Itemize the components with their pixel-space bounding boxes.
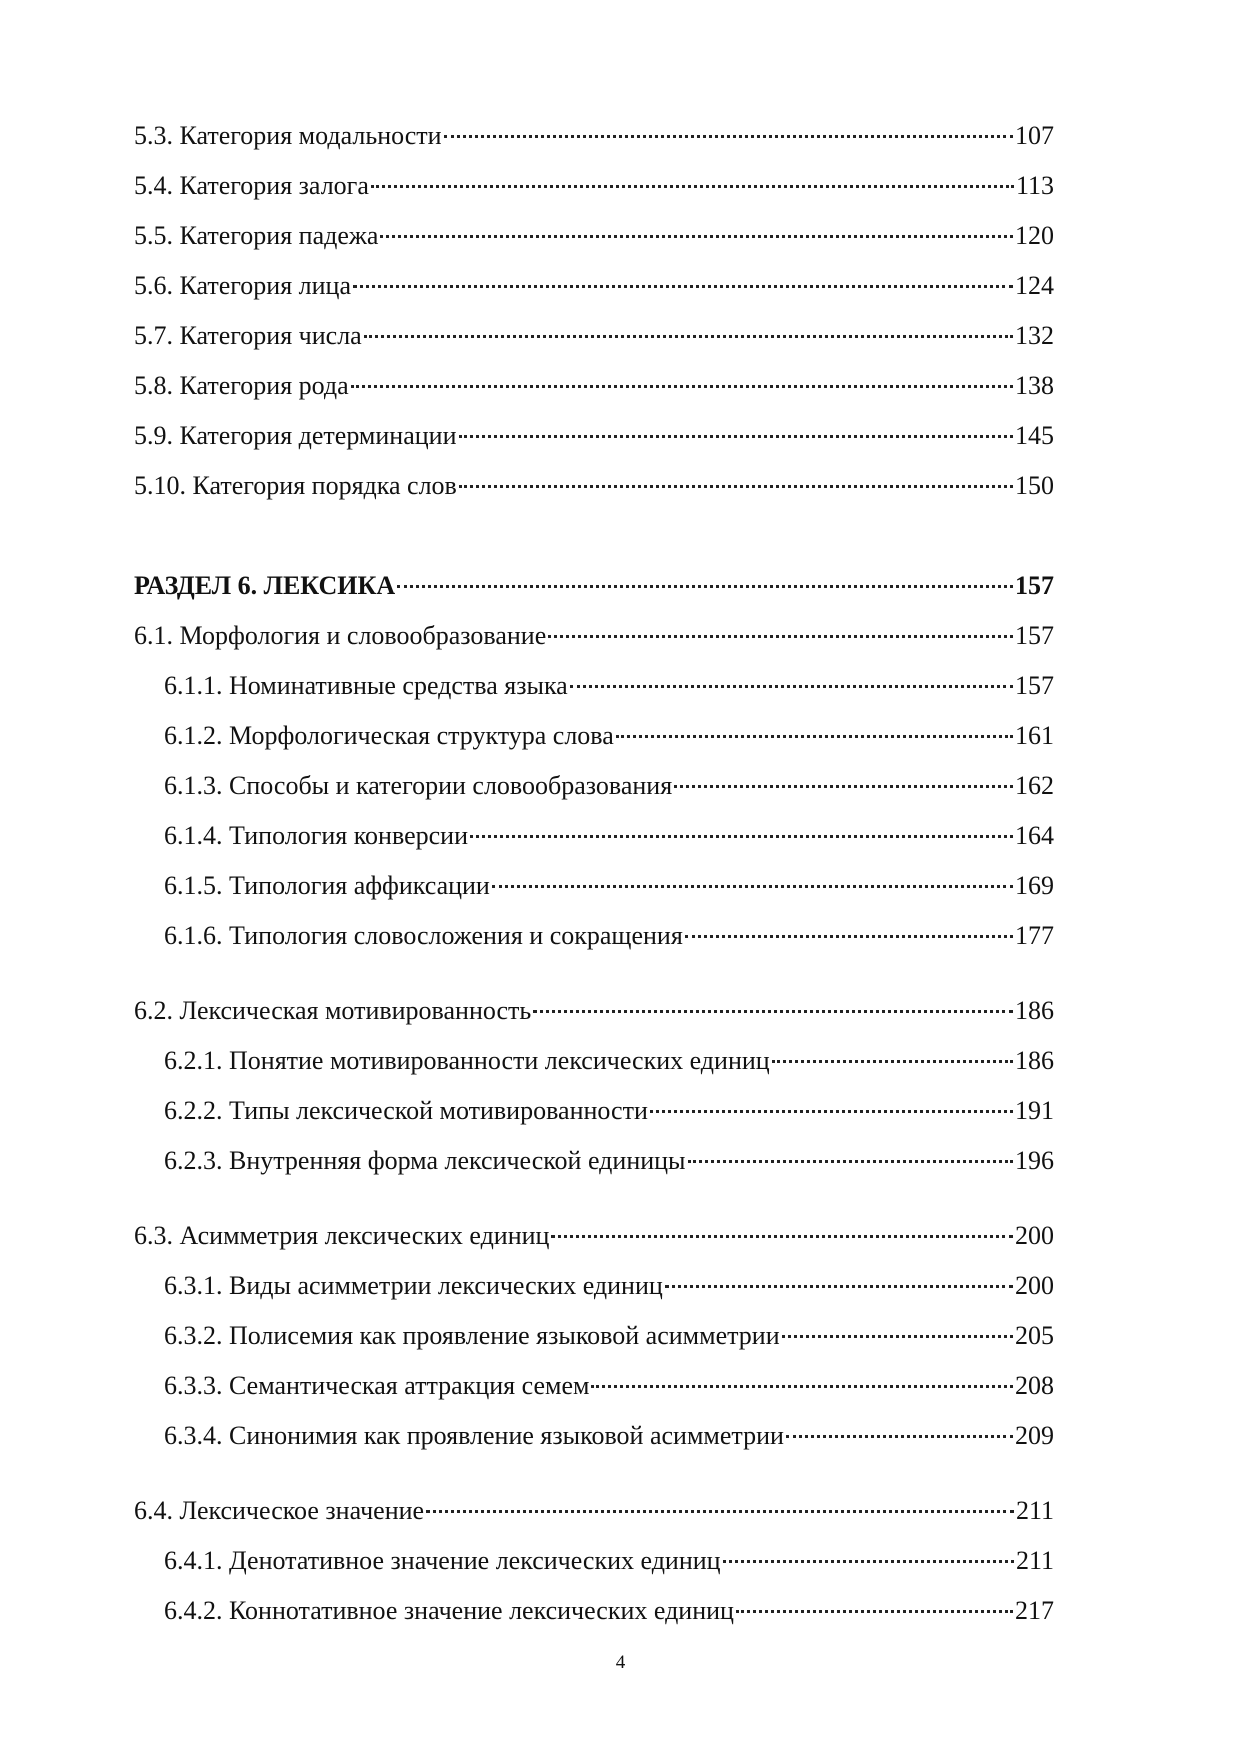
dot-leader (533, 1002, 1013, 1013)
dot-leader (650, 1102, 1013, 1113)
toc-subentry[interactable] (0, 1366, 1241, 1406)
toc-entry-label: 5.7. Категория числа (134, 321, 362, 350)
dot-leader (397, 577, 1013, 588)
toc-subentry[interactable] (0, 766, 1241, 806)
toc-entry-page: 138 (1015, 371, 1054, 400)
dot-leader (570, 677, 1013, 688)
dot-leader (459, 477, 1013, 488)
toc-entry-label: 6.1.1. Номинативные средства языка (164, 671, 568, 700)
toc-subentry[interactable] (0, 666, 1241, 706)
toc-entry[interactable] (0, 616, 1241, 656)
toc-entry-label: 6.1. Морфология и словообразование (134, 621, 547, 650)
toc-entry-page: 162 (1015, 771, 1054, 800)
toc-entry-page: 113 (1015, 171, 1054, 200)
toc-entry-label: 5.4. Категория залога (134, 171, 369, 200)
toc-entry-label: 6.2.2. Типы лексической мотивированности (164, 1096, 648, 1125)
toc-entry-label: 6.2.1. Понятие мотивированности лексических единиц (164, 1046, 770, 1075)
toc-entry-label: 6.1.4. Типология конверсии (164, 821, 468, 850)
toc-entry-label: 6.1.2. Морфологическая структура слова (164, 721, 614, 750)
toc-entry[interactable] (0, 991, 1241, 1031)
toc-entry-page: 124 (1015, 271, 1054, 300)
toc-entry-label: 6.3.2. Полисемия как проявление языковой асимметрии (164, 1321, 780, 1350)
dot-leader (674, 777, 1013, 788)
toc-entry-label: 6.3.3. Семантическая аттракция семем (164, 1371, 590, 1400)
toc-subentry[interactable] (0, 1141, 1241, 1181)
dot-leader (371, 177, 1014, 188)
dot-leader (426, 1502, 1014, 1513)
dot-leader (364, 327, 1013, 338)
dot-leader (782, 1327, 1013, 1338)
toc-entry[interactable] (0, 366, 1241, 406)
toc-entry[interactable] (0, 116, 1241, 156)
toc-subentry[interactable] (0, 716, 1241, 756)
toc-entry-page: 157 (1015, 671, 1054, 700)
toc-entry-page: 217 (1015, 1596, 1054, 1625)
toc-entry-label: 6.2. Лексическая мотивированность (134, 996, 532, 1025)
toc-subentry[interactable] (0, 1091, 1241, 1131)
toc-entry-page: 169 (1015, 871, 1054, 900)
dot-leader (688, 1152, 1013, 1163)
toc-entry[interactable] (0, 266, 1241, 306)
dot-leader (548, 627, 1013, 638)
toc-entry-page: 209 (1015, 1421, 1054, 1450)
toc-entry-page: 211 (1015, 1546, 1054, 1575)
toc-entry-page: 205 (1015, 1321, 1054, 1350)
toc-entry-label: 5.3. Категория модальности (134, 121, 442, 150)
toc-entry-label: 5.5. Категория падежа (134, 221, 379, 250)
toc-entry-page: 164 (1015, 821, 1054, 850)
toc-entry[interactable] (0, 1216, 1241, 1256)
dot-leader (736, 1602, 1013, 1613)
toc-entry-page: 208 (1015, 1371, 1054, 1400)
toc-entry-page: 191 (1015, 1096, 1054, 1125)
toc-entry-label: 6.4.2. Коннотативное значение лексических единиц (164, 1596, 734, 1625)
dot-leader (665, 1277, 1013, 1288)
toc-entry-label: 5.8. Категория рода (134, 371, 349, 400)
toc-section-heading[interactable] (0, 566, 1241, 606)
dot-leader (459, 427, 1014, 438)
toc-entry-label: 6.3.4. Синонимия как проявление языковой асимметрии (164, 1421, 784, 1450)
toc-subentry[interactable] (0, 1541, 1241, 1581)
toc-entry-label: 6.4.1. Денотативное значение лексических единиц (164, 1546, 721, 1575)
toc-entry-label: 6.1.6. Типология словосложения и сокращения (164, 921, 683, 950)
dot-leader (444, 127, 1013, 138)
toc-entry-page: 200 (1015, 1271, 1054, 1300)
toc-entry[interactable] (0, 1491, 1241, 1531)
toc-subentry[interactable] (0, 916, 1241, 956)
toc-entry-page: 150 (1015, 471, 1054, 500)
toc-subentry[interactable] (0, 816, 1241, 856)
dot-leader (492, 877, 1013, 888)
toc-entry-label: 6.3. Асимметрия лексических единиц (134, 1221, 550, 1250)
toc-entry-page: 161 (1015, 721, 1054, 750)
dot-leader (772, 1052, 1013, 1063)
toc-entry-page: 200 (1015, 1221, 1054, 1250)
toc-entry-page: 107 (1015, 121, 1054, 150)
toc-subentry[interactable] (0, 1316, 1241, 1356)
toc-entry[interactable] (0, 316, 1241, 356)
toc-entry-label: 5.9. Категория детерминации (134, 421, 457, 450)
toc-entry-page: 186 (1015, 1046, 1054, 1075)
toc-entry-page: 186 (1015, 996, 1054, 1025)
toc-entry[interactable] (0, 466, 1241, 506)
toc-entry[interactable] (0, 166, 1241, 206)
dot-leader (786, 1427, 1013, 1438)
dot-leader (685, 927, 1013, 938)
toc-subentry[interactable] (0, 866, 1241, 906)
dot-leader (353, 277, 1013, 288)
toc-entry-page: 157 (1015, 571, 1054, 600)
toc-entry-label: 5.10. Категория порядка слов (134, 471, 457, 500)
toc-entry[interactable] (0, 416, 1241, 456)
toc-entry-label: 6.2.3. Внутренняя форма лексической единицы (164, 1146, 686, 1175)
dot-leader (470, 827, 1013, 838)
dot-leader (723, 1552, 1014, 1563)
dot-leader (351, 377, 1013, 388)
dot-leader (551, 1227, 1013, 1238)
page-number: 4 (615, 1652, 626, 1673)
toc-subentry[interactable] (0, 1591, 1241, 1631)
toc-entry-label: 6.1.5. Типология аффиксации (164, 871, 490, 900)
dot-leader (591, 1377, 1013, 1388)
dot-leader (380, 227, 1013, 238)
toc-entry-label: 6.3.1. Виды асимметрии лексических единиц (164, 1271, 663, 1300)
toc-entry-page: 132 (1015, 321, 1054, 350)
toc-entry-page: 157 (1015, 621, 1054, 650)
toc-subentry[interactable] (0, 1041, 1241, 1081)
toc-entry-page: 196 (1015, 1146, 1054, 1175)
toc-entry-page: 120 (1015, 221, 1054, 250)
toc-subentry[interactable] (0, 1266, 1241, 1306)
dot-leader (616, 727, 1013, 738)
toc-entry-label: 6.4. Лексическое значение (134, 1496, 425, 1525)
toc-subentry[interactable] (0, 1416, 1241, 1456)
toc-entry-page: 177 (1015, 921, 1054, 950)
toc-entry-label: 6.1.3. Способы и категории словообразования (164, 771, 673, 800)
toc-entry[interactable] (0, 216, 1241, 256)
toc-entry-label: РАЗДЕЛ 6. ЛЕКСИКА (134, 571, 396, 600)
toc-entry-page: 211 (1015, 1496, 1054, 1525)
toc-entry-page: 145 (1015, 421, 1054, 450)
toc-entry-label: 5.6. Категория лица (134, 271, 352, 300)
